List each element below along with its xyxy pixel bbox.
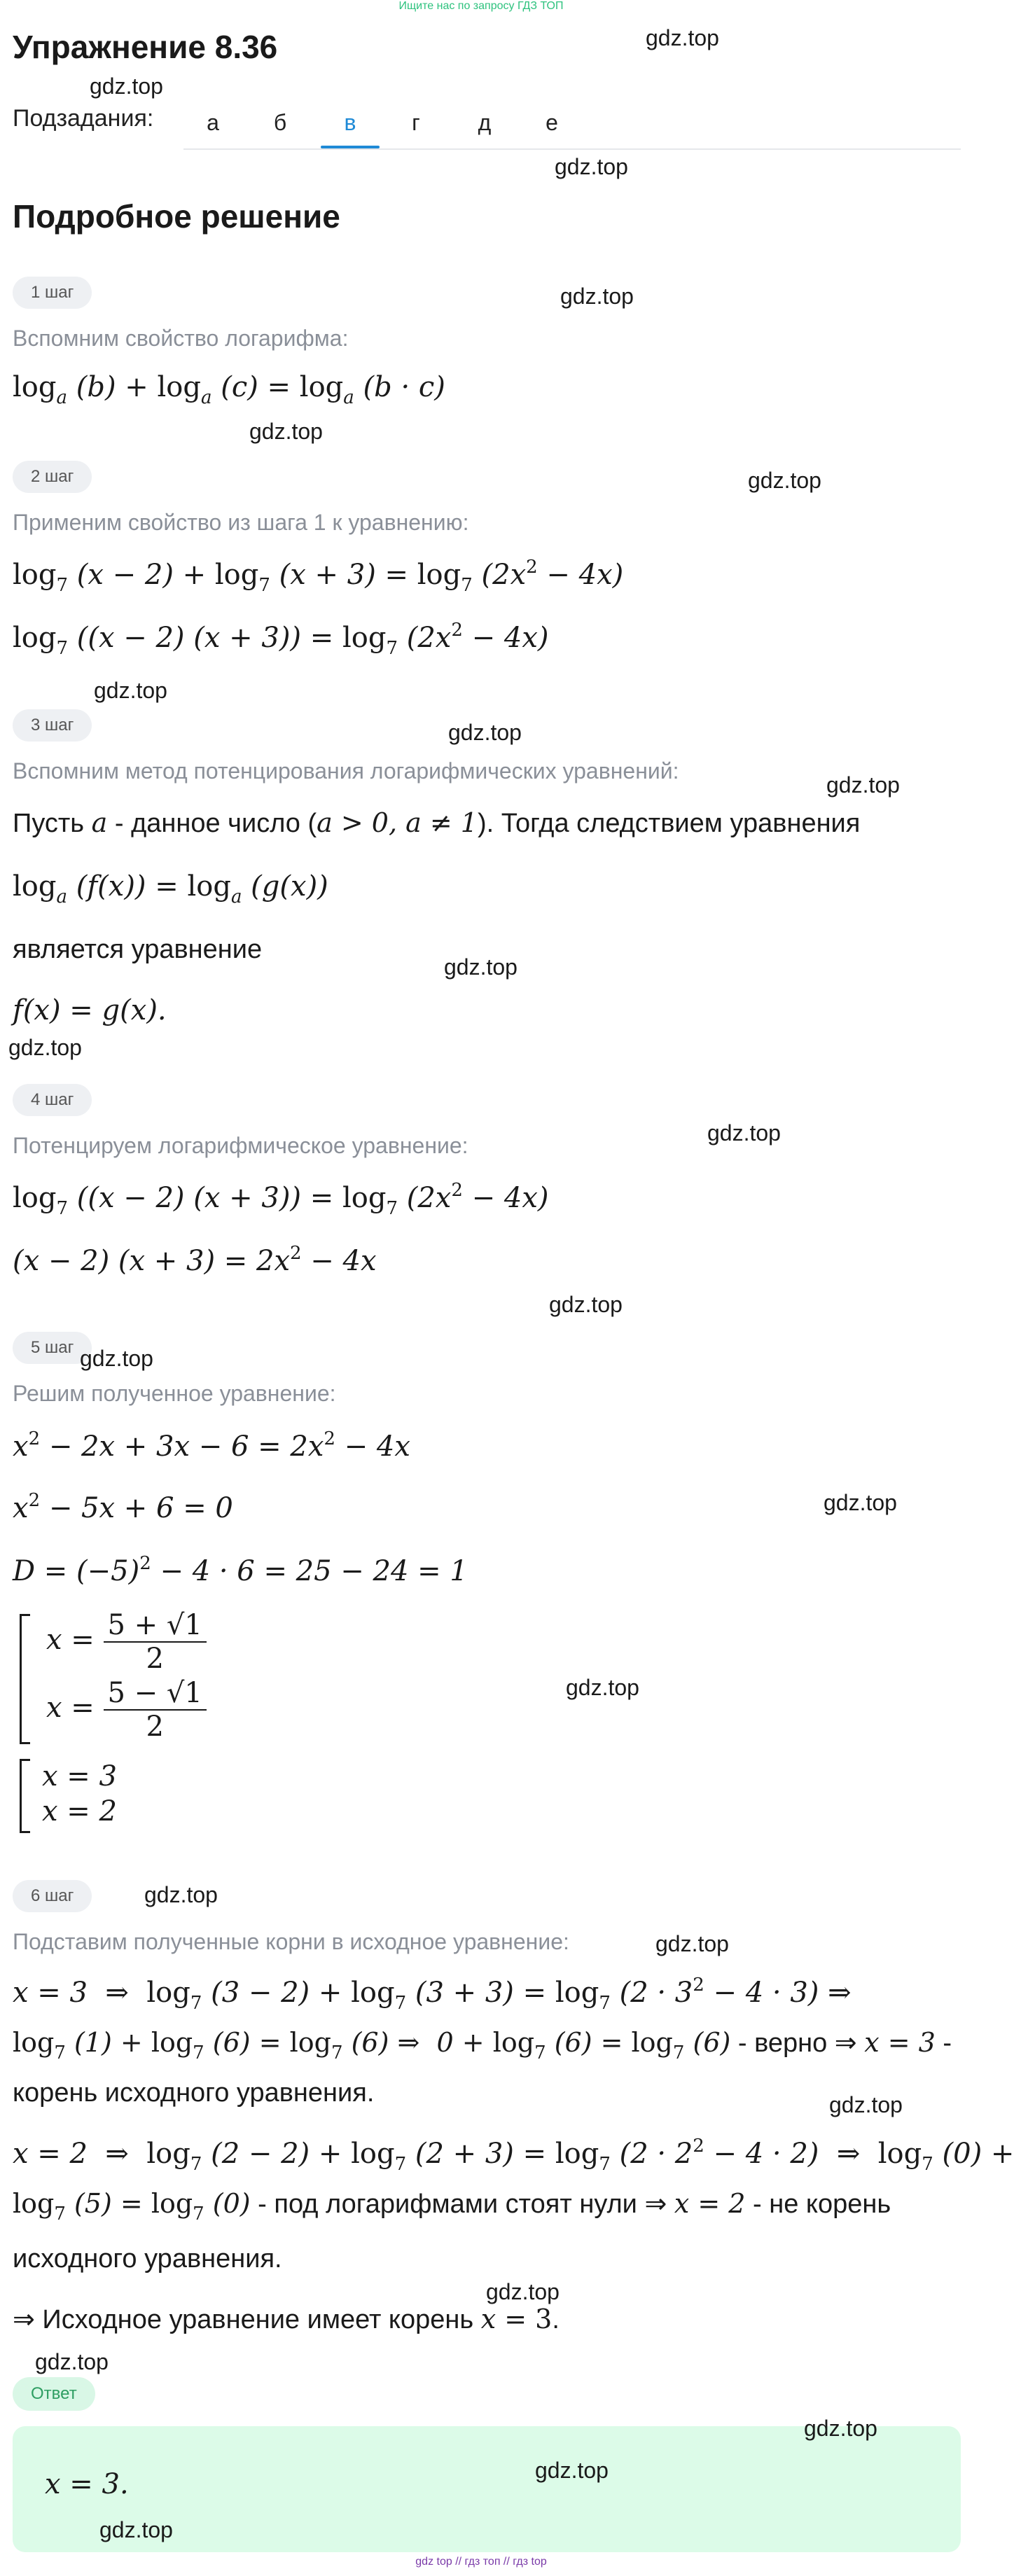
watermark: gdz.top	[748, 468, 821, 493]
formula: $x^2 - 5x + 6 = 0$	[13, 1490, 233, 1524]
step3-text: Пусть a - данное число (a > 0, a ≠ 1). Тогда следствием уравнения	[13, 807, 861, 838]
step-badge: 3 шаг	[13, 709, 92, 742]
step-badge: 5 шаг	[13, 1332, 92, 1364]
step6-text: корень исходного уравнения.	[13, 2078, 375, 2108]
formula: x = $\frac{5 - √1}{2}$	[46, 1677, 207, 1743]
answer-value: x = 3.	[45, 2468, 129, 2500]
watermark: gdz.top	[555, 154, 628, 179]
formula: f(x) = g(x).	[13, 994, 167, 1026]
step-hint: Подставим полученные корни в исходное уравнение:	[13, 1929, 569, 1954]
watermark: gdz.top	[549, 1292, 623, 1317]
step-badge: 4 шаг	[13, 1084, 92, 1116]
footer-links[interactable]: gdz top // гдз топ // гдз top	[415, 2556, 547, 2568]
step-hint: Применим свойство из шага 1 к уравнению:	[13, 510, 469, 535]
formula: $\log_7 (1) + \log_7 (6) = \log_7 (6)$ ⇒ $0 + \log_7 (6) = \log_7 (6)$ - верно ⇒ x = 3 -	[13, 2027, 952, 2063]
tab-d[interactable]: д	[478, 110, 492, 135]
watermark: gdz.top	[80, 1346, 153, 1371]
step-badge: 6 шаг	[13, 1880, 92, 1912]
watermark: gdz.top	[144, 1882, 218, 1907]
formula: $\log_7 ((x - 2) (x + 3)) = \log_7 (2x^2 - 4x)$	[13, 620, 549, 659]
watermark: gdz.top	[824, 1490, 897, 1515]
formula: $x^2 - 2x + 3x - 6 = 2x^2 - 4x$	[13, 1428, 410, 1463]
watermark: gdz.top	[249, 419, 323, 444]
watermark: gdz.top	[655, 1931, 729, 1956]
formula: x = 2	[42, 1795, 117, 1827]
watermark: gdz.top	[829, 2092, 903, 2117]
formula: $\log_a (b) + \log_a (c) = \log_a (b \cdot c)$	[13, 371, 445, 408]
watermark: gdz.top	[804, 2416, 877, 2441]
formula: (x − 2) $(x + 3) = 2x^2 - 4x$	[13, 1243, 377, 1277]
step-badge: 1 шаг	[13, 277, 92, 309]
system-bracket	[20, 1614, 30, 1744]
tab-e[interactable]: е	[546, 110, 558, 135]
answer-badge: Ответ	[13, 2377, 95, 2411]
formula: $D = (-5)^2 - 4 \cdot 6 = 25 - 24 = 1$	[13, 1553, 468, 1587]
formula: $\log_7 ((x - 2) (x + 3)) = \log_7 (2x^2 - 4x)$	[13, 1180, 549, 1219]
watermark: gdz.top	[99, 2517, 173, 2542]
watermark: gdz.top	[444, 954, 518, 980]
step-hint: Потенцируем логарифмическое уравнение:	[13, 1133, 468, 1158]
tab-b[interactable]: б	[273, 110, 287, 135]
formula: $\log_7 (x - 2) + \log_7 (x + 3) = \log_7 (2x^2 - 4x)$	[13, 557, 624, 596]
formula: x = 3	[42, 1760, 117, 1792]
tab-g[interactable]: г	[412, 110, 420, 135]
step3-text: является уравнение	[13, 935, 263, 964]
solution-title: Подробное решение	[13, 198, 340, 235]
step-hint: Вспомним свойство логарифма:	[13, 326, 349, 351]
watermark: gdz.top	[8, 1035, 82, 1060]
system-bracket	[20, 1759, 30, 1833]
tab-a[interactable]: а	[207, 110, 219, 135]
step-hint: Вспомним метод потенцирования логарифмических уравнений:	[13, 758, 679, 784]
watermark: gdz.top	[94, 678, 167, 703]
watermark: gdz.top	[566, 1675, 639, 1700]
subtasks-label: Подзадания:	[13, 105, 154, 132]
step-badge: 2 шаг	[13, 461, 92, 493]
formula: x = 3 ⇒ $\log_7 (3 - 2) + \log_7 (3 + 3) = \log_7 (2 \cdot 3^2 - 4 \cdot 3)$ ⇒	[13, 1975, 852, 2014]
watermark: gdz.top	[826, 772, 900, 798]
formula: $\log_7 (5) = \log_7 (0)$ - под логарифмами стоят нули ⇒ x = 2 - не корень	[13, 2188, 891, 2225]
page-title: Упражнение 8.36	[13, 29, 278, 65]
subtask-tabs	[183, 98, 961, 150]
conclusion: ⇒ Исходное уравнение имеет корень x = 3.	[13, 2304, 560, 2334]
watermark: gdz.top	[90, 74, 163, 99]
watermark: gdz.top	[35, 2349, 109, 2374]
watermark: gdz.top	[486, 2279, 560, 2304]
formula: x = $\frac{5 + √1}{2}$	[46, 1609, 207, 1675]
watermark: gdz.top	[707, 1120, 781, 1146]
formula: $\log_a (f(x)) = \log_a (g(x))$	[13, 870, 328, 907]
watermark: gdz.top	[646, 25, 719, 50]
watermark: gdz.top	[448, 720, 522, 745]
formula: x = 2 ⇒ $\log_7 (2 - 2) + \log_7 (2 + 3) = \log_7 (2 \cdot 2^2 - 4 \cdot 2)$ ⇒ $\log_7 (0)$ +	[13, 2136, 1014, 2175]
step6-text: исходного уравнения.	[13, 2244, 282, 2274]
watermark: gdz.top	[560, 284, 634, 309]
watermark: gdz.top	[535, 2458, 609, 2483]
step-hint: Решим полученное уравнение:	[13, 1381, 336, 1406]
tab-v[interactable]: в	[321, 98, 380, 147]
top-note: Ищите нас по запросу ГДЗ ТОП	[398, 0, 564, 12]
